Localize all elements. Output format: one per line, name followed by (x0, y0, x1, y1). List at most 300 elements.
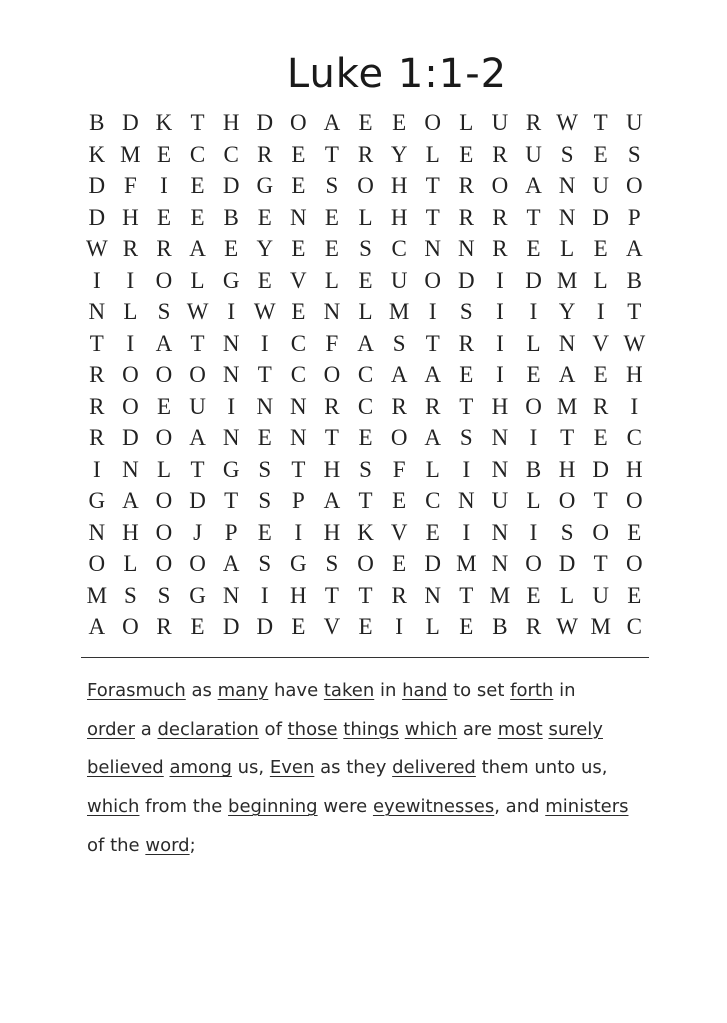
grid-letter[interactable]: O (122, 393, 139, 419)
grid-letter[interactable]: E (257, 425, 272, 451)
grid-letter[interactable]: L (358, 204, 373, 230)
grid-letter[interactable]: T (526, 204, 541, 230)
grid-letter[interactable]: V (290, 267, 307, 293)
grid-letter[interactable]: K (357, 519, 374, 545)
grid-letter[interactable]: N (323, 299, 341, 325)
grid-letter[interactable]: I (529, 425, 538, 451)
grid-letter[interactable]: C (357, 393, 374, 419)
grid-letter[interactable]: O (357, 173, 374, 199)
grid-letter[interactable]: S (258, 456, 272, 482)
grid-letter[interactable]: I (596, 299, 605, 325)
grid-letter[interactable]: I (260, 330, 269, 356)
grid-letter[interactable]: T (593, 551, 608, 577)
grid-letter[interactable]: S (123, 582, 137, 608)
grid-letter[interactable]: L (123, 299, 138, 325)
grid-letter[interactable]: R (357, 141, 374, 167)
grid-letter[interactable]: M (556, 393, 578, 419)
grid-letter[interactable]: E (459, 614, 474, 640)
grid-letter[interactable]: R (391, 582, 407, 608)
grid-letter[interactable]: E (324, 236, 339, 262)
grid-letter[interactable]: N (558, 330, 576, 356)
grid-letter[interactable]: T (425, 204, 440, 230)
grid-letter[interactable]: D (189, 488, 206, 514)
grid-letter[interactable]: G (88, 488, 106, 514)
grid-letter[interactable]: S (325, 173, 339, 199)
grid-letter[interactable]: O (155, 488, 173, 514)
grid-letter[interactable]: N (290, 425, 307, 451)
grid-letter[interactable]: L (425, 456, 440, 482)
grid-letter[interactable]: G (290, 551, 307, 577)
grid-letter[interactable]: S (258, 551, 272, 577)
grid-letter[interactable]: C (626, 614, 642, 640)
grid-letter[interactable]: L (593, 267, 608, 293)
grid-letter[interactable]: E (459, 141, 474, 167)
grid-letter[interactable]: L (324, 267, 339, 293)
grid-row (80, 611, 651, 643)
grid-letter[interactable]: N (222, 330, 240, 356)
grid-letter[interactable]: E (224, 236, 239, 262)
grid-letter[interactable]: D (88, 204, 106, 230)
grid-letter[interactable]: H (390, 173, 408, 199)
grid-letter[interactable]: B (626, 267, 642, 293)
grid-letter[interactable]: A (155, 330, 173, 356)
grid-letter[interactable]: O (625, 173, 643, 199)
grid-letter[interactable]: F (123, 173, 137, 199)
grid-letter[interactable]: N (458, 236, 475, 262)
grid-letter[interactable]: N (88, 519, 106, 545)
grid-letter[interactable]: G (222, 456, 240, 482)
grid-letter[interactable]: A (424, 425, 442, 451)
grid-letter[interactable]: I (92, 456, 101, 482)
grid-letter[interactable]: S (627, 141, 641, 167)
grid-letter[interactable]: O (323, 362, 341, 388)
grid-letter[interactable]: A (222, 551, 240, 577)
grid-letter[interactable]: B (89, 110, 105, 136)
grid-letter[interactable]: O (525, 551, 542, 577)
grid-letter[interactable]: T (324, 582, 339, 608)
grid-letter[interactable]: O (290, 110, 307, 136)
grid-letter[interactable]: R (122, 236, 139, 262)
grid-letter[interactable]: E (593, 362, 608, 388)
grid-letter[interactable]: L (459, 110, 474, 136)
grid-letter[interactable]: E (392, 488, 407, 514)
grid-letter[interactable]: T (89, 330, 104, 356)
grid-letter[interactable]: E (156, 204, 172, 230)
grid-letter[interactable]: G (222, 267, 240, 293)
grid-letter[interactable]: I (227, 393, 235, 419)
grid-letter[interactable]: I (227, 299, 235, 325)
grid-letter[interactable]: L (526, 330, 541, 356)
grid-letter[interactable]: S (359, 456, 372, 482)
grid-letter[interactable]: C (626, 425, 642, 451)
grid-letter[interactable]: M (86, 582, 108, 608)
grid-letter[interactable]: N (491, 456, 509, 482)
grid-letter[interactable]: H (390, 204, 408, 230)
grid-letter[interactable]: D (592, 456, 610, 482)
grid-letter[interactable]: E (291, 614, 306, 640)
grid-letter[interactable]: M (556, 267, 578, 293)
grid-letter[interactable]: I (260, 582, 269, 608)
grid-letter[interactable]: S (325, 551, 339, 577)
grid-letter[interactable]: C (425, 488, 441, 514)
grid-letter[interactable]: S (560, 519, 574, 545)
grid-letter[interactable]: D (558, 551, 576, 577)
grid-letter[interactable]: R (525, 614, 542, 640)
grid-letter[interactable]: L (190, 267, 205, 293)
grid-letter[interactable]: T (560, 425, 575, 451)
grid-letter[interactable]: S (459, 299, 473, 325)
grid-letter[interactable]: T (190, 456, 205, 482)
grid-letter[interactable]: N (424, 236, 442, 262)
grid-letter[interactable]: O (189, 551, 206, 577)
grid-letter[interactable]: D (424, 551, 442, 577)
grid-letter[interactable]: A (323, 110, 341, 136)
grid-letter[interactable]: T (358, 488, 373, 514)
grid-letter[interactable]: A (390, 362, 408, 388)
grid-letter[interactable]: E (257, 267, 272, 293)
grid-letter[interactable]: T (324, 425, 339, 451)
grid-letter[interactable]: I (529, 519, 538, 545)
grid-letter[interactable]: L (123, 551, 138, 577)
grid-letter[interactable]: P (224, 519, 238, 545)
grid-letter[interactable]: R (89, 393, 105, 419)
grid-letter[interactable]: T (324, 141, 339, 167)
grid-letter[interactable]: E (156, 393, 172, 419)
grid-letter[interactable]: E (627, 582, 642, 608)
grid-letter[interactable]: S (560, 141, 574, 167)
grid-row (80, 139, 651, 171)
grid-letter[interactable]: D (122, 110, 139, 136)
grid-letter[interactable]: Y (256, 236, 274, 262)
grid-letter[interactable]: D (222, 173, 240, 199)
grid-letter[interactable]: E (358, 425, 373, 451)
grid-letter[interactable]: O (491, 173, 509, 199)
grid-letter[interactable]: U (592, 173, 610, 199)
grid-letter[interactable]: A (357, 330, 374, 356)
grid-letter[interactable]: U (525, 141, 542, 167)
grid-letter[interactable]: O (88, 551, 106, 577)
grid-letter[interactable]: D (222, 614, 240, 640)
grid-letter[interactable]: N (222, 582, 240, 608)
grid-letter[interactable]: E (593, 141, 608, 167)
grid-letter[interactable]: L (425, 614, 440, 640)
grid-letter[interactable]: T (425, 173, 440, 199)
grid-letter[interactable]: T (425, 330, 440, 356)
grid-letter[interactable]: V (390, 519, 408, 545)
grid-letter[interactable]: B (223, 204, 239, 230)
grid-letter[interactable]: H (290, 582, 307, 608)
grid-letter[interactable]: T (190, 110, 205, 136)
grid-letter[interactable]: T (190, 330, 205, 356)
grid-letter[interactable]: U (592, 582, 610, 608)
grid-letter[interactable]: N (88, 299, 106, 325)
grid-letter[interactable]: S (392, 330, 406, 356)
grid-letter[interactable]: H (122, 519, 139, 545)
grid-letter[interactable]: I (92, 267, 101, 293)
grid-letter[interactable]: T (593, 110, 608, 136)
grid-letter[interactable]: E (291, 173, 306, 199)
grid-letter[interactable]: O (155, 267, 173, 293)
grid-letter[interactable]: M (489, 582, 511, 608)
grid-letter[interactable]: I (428, 299, 437, 325)
grid-letter[interactable]: T (291, 456, 306, 482)
grid-letter[interactable]: G (189, 582, 206, 608)
grid-letter[interactable]: T (459, 582, 474, 608)
grid-letter[interactable]: C (357, 362, 374, 388)
grid-letter[interactable]: E (526, 582, 541, 608)
grid-letter[interactable]: I (126, 267, 135, 293)
grid-letter[interactable]: B (525, 456, 542, 482)
grid-letter[interactable]: N (491, 425, 509, 451)
grid-letter[interactable]: U (491, 110, 509, 136)
grid-letter[interactable]: E (358, 614, 373, 640)
grid-letter[interactable]: L (358, 299, 373, 325)
grid-letter[interactable]: R (492, 204, 508, 230)
grid-letter[interactable]: M (456, 551, 477, 577)
grid-letter[interactable]: C (189, 141, 206, 167)
grid-letter[interactable]: E (257, 204, 272, 230)
grid-letter[interactable]: H (625, 362, 643, 388)
grid-letter[interactable]: E (358, 267, 373, 293)
grid-letter[interactable]: O (122, 362, 139, 388)
grid-letter[interactable]: O (592, 519, 610, 545)
grid-letter[interactable]: U (189, 393, 206, 419)
grid-letter[interactable]: D (525, 267, 542, 293)
grid-letter[interactable]: R (492, 236, 508, 262)
grid-letter[interactable]: L (425, 141, 440, 167)
grid-letter[interactable]: Y (390, 141, 408, 167)
grid-letter[interactable]: O (155, 425, 173, 451)
grid-letter[interactable]: T (224, 488, 239, 514)
grid-letter[interactable]: W (556, 614, 578, 640)
grid-letter[interactable]: I (462, 456, 471, 482)
grid-letter[interactable]: P (627, 204, 641, 230)
grid-letter[interactable]: V (592, 330, 610, 356)
grid-letter[interactable]: S (157, 582, 171, 608)
grid-letter[interactable]: O (525, 393, 542, 419)
grid-letter[interactable]: E (392, 551, 407, 577)
grid-letter[interactable]: N (491, 551, 509, 577)
grid-letter[interactable]: E (593, 236, 608, 262)
grid-letter[interactable]: S (258, 488, 272, 514)
grid-letter[interactable]: E (392, 110, 407, 136)
grid-letter[interactable]: R (89, 425, 105, 451)
grid-letter[interactable]: A (189, 425, 206, 451)
grid-letter[interactable]: H (323, 519, 341, 545)
grid-letter[interactable]: E (291, 299, 306, 325)
grid-letter[interactable]: R (458, 204, 474, 230)
grid-letter[interactable]: A (88, 614, 106, 640)
grid-letter[interactable]: N (222, 425, 240, 451)
grid-letter[interactable]: R (89, 362, 105, 388)
grid-letter[interactable]: I (630, 393, 639, 419)
grid-letter[interactable]: M (590, 614, 611, 640)
grid-letter[interactable]: O (625, 551, 643, 577)
grid-letter[interactable]: A (323, 488, 341, 514)
verse-fragment: from the (139, 796, 229, 818)
grid-letter[interactable]: E (593, 425, 608, 451)
grid-letter[interactable]: G (256, 173, 274, 199)
grid-letter[interactable]: F (325, 330, 339, 356)
grid-letter[interactable]: P (291, 488, 305, 514)
grid-letter[interactable]: I (395, 614, 403, 640)
grid-letter[interactable]: I (496, 267, 504, 293)
grid-letter[interactable]: Y (558, 299, 576, 325)
grid-letter[interactable]: E (190, 173, 205, 199)
grid-letter[interactable]: R (156, 236, 172, 262)
grid-letter[interactable]: E (257, 519, 272, 545)
grid-letter[interactable]: E (156, 141, 172, 167)
page-title: Luke 1:1-2 (286, 51, 508, 97)
grid-letter[interactable]: H (122, 204, 139, 230)
grid-letter[interactable]: S (459, 425, 473, 451)
grid-letter[interactable]: C (290, 362, 307, 388)
grid-letter[interactable]: S (157, 299, 171, 325)
grid-letter[interactable]: L (156, 456, 172, 482)
grid-letter[interactable]: R (156, 614, 172, 640)
grid-letter[interactable]: E (526, 236, 541, 262)
grid-letter[interactable]: R (391, 393, 407, 419)
grid-letter[interactable]: T (459, 393, 474, 419)
grid-letter[interactable]: A (122, 488, 139, 514)
grid-letter[interactable]: O (155, 551, 173, 577)
grid-letter[interactable]: N (290, 204, 307, 230)
grid-letter[interactable]: D (88, 173, 106, 199)
grid-letter[interactable]: E (358, 110, 373, 136)
grid-letter[interactable]: I (160, 173, 168, 199)
grid-letter[interactable]: O (558, 488, 576, 514)
grid-letter[interactable]: D (592, 204, 610, 230)
grid-letter[interactable]: E (526, 362, 541, 388)
grid-letter[interactable]: I (496, 330, 504, 356)
grid-letter[interactable]: E (291, 236, 306, 262)
grid-letter[interactable]: T (257, 362, 272, 388)
grid-letter[interactable]: W (186, 299, 209, 325)
grid-letter[interactable]: C (290, 330, 307, 356)
grid-letter[interactable]: O (155, 519, 173, 545)
grid-letter[interactable]: E (190, 614, 205, 640)
grid-letter[interactable]: R (525, 110, 542, 136)
grid-letter[interactable]: R (593, 393, 609, 419)
grid-letter[interactable]: O (390, 425, 408, 451)
grid-letter[interactable]: D (256, 110, 274, 136)
grid-letter[interactable]: K (88, 141, 106, 167)
grid-letter[interactable]: I (496, 299, 504, 325)
grid-letter[interactable]: N (491, 519, 509, 545)
grid-letter[interactable]: L (526, 488, 541, 514)
grid-letter[interactable]: O (424, 110, 442, 136)
grid-letter[interactable]: S (359, 236, 372, 262)
grid-letter[interactable]: N (122, 456, 139, 482)
grid-letter[interactable]: V (323, 614, 341, 640)
grid-letter[interactable]: C (391, 236, 407, 262)
hidden-word: word (145, 834, 190, 856)
grid-letter[interactable]: E (627, 519, 642, 545)
grid-row (80, 485, 651, 517)
grid-letter[interactable]: O (155, 362, 173, 388)
grid-letter[interactable]: I (126, 330, 135, 356)
grid-letter[interactable]: U (491, 488, 509, 514)
grid-letter[interactable]: N (424, 582, 442, 608)
grid-letter[interactable]: C (223, 141, 239, 167)
grid-letter[interactable]: I (462, 519, 471, 545)
grid-letter[interactable]: H (323, 456, 341, 482)
grid-letter[interactable]: B (492, 614, 508, 640)
grid-letter[interactable]: E (459, 362, 474, 388)
grid-letter[interactable]: T (627, 299, 642, 325)
grid-letter[interactable]: W (623, 330, 646, 356)
grid-letter[interactable]: L (560, 582, 575, 608)
grid-letter[interactable]: N (290, 393, 307, 419)
grid-letter[interactable]: E (190, 204, 205, 230)
grid-letter[interactable]: D (122, 425, 139, 451)
grid-letter[interactable]: U (390, 267, 408, 293)
grid-letter[interactable]: W (85, 236, 108, 262)
grid-letter[interactable]: T (358, 582, 373, 608)
grid-letter[interactable]: R (324, 393, 340, 419)
grid-letter[interactable]: E (425, 519, 440, 545)
grid-letter[interactable]: M (388, 299, 410, 325)
grid-letter[interactable]: R (257, 141, 273, 167)
grid-letter[interactable]: E (324, 204, 339, 230)
grid-letter[interactable]: I (529, 299, 538, 325)
grid-letter[interactable]: D (458, 267, 475, 293)
grid-letter[interactable]: O (357, 551, 374, 577)
grid-letter[interactable]: H (222, 110, 240, 136)
grid-row (80, 517, 651, 549)
grid-letter[interactable]: N (558, 204, 576, 230)
grid-letter[interactable]: D (256, 614, 274, 640)
grid-letter[interactable]: W (556, 110, 578, 136)
grid-letter[interactable]: A (558, 362, 576, 388)
grid-letter[interactable]: T (593, 488, 608, 514)
grid-letter[interactable]: M (120, 141, 141, 167)
grid-row (80, 548, 651, 580)
grid-letter[interactable]: H (625, 456, 643, 482)
grid-letter[interactable]: E (291, 141, 306, 167)
grid-letter[interactable]: O (625, 488, 643, 514)
grid-letter[interactable]: A (424, 362, 442, 388)
grid-letter[interactable]: L (560, 236, 575, 262)
grid-letter[interactable]: N (558, 173, 576, 199)
grid-row (80, 580, 651, 612)
grid-letter[interactable]: O (424, 267, 442, 293)
grid-letter[interactable]: A (525, 173, 542, 199)
grid-letter[interactable]: N (222, 362, 240, 388)
grid-letter[interactable]: H (558, 456, 576, 482)
grid-letter[interactable]: N (458, 488, 475, 514)
grid-letter[interactable]: H (491, 393, 509, 419)
grid-letter[interactable]: R (492, 141, 508, 167)
hidden-word: which (87, 796, 140, 818)
grid-letter[interactable]: U (625, 110, 643, 136)
grid-letter[interactable]: N (256, 393, 274, 419)
grid-letter[interactable]: J (193, 519, 203, 545)
grid-letter[interactable]: K (155, 110, 173, 136)
grid-letter[interactable]: O (122, 614, 139, 640)
grid-letter[interactable]: A (189, 236, 206, 262)
grid-letter[interactable]: O (189, 362, 206, 388)
grid-letter[interactable]: I (496, 362, 504, 388)
grid-letter[interactable]: A (625, 236, 643, 262)
grid-letter[interactable]: R (458, 173, 474, 199)
grid-letter[interactable]: R (458, 330, 474, 356)
grid-letter[interactable]: W (253, 299, 276, 325)
verse-fragment: a (135, 718, 158, 740)
grid-letter[interactable]: F (392, 456, 406, 482)
grid-letter[interactable]: I (294, 519, 303, 545)
grid-letter[interactable]: R (425, 393, 441, 419)
